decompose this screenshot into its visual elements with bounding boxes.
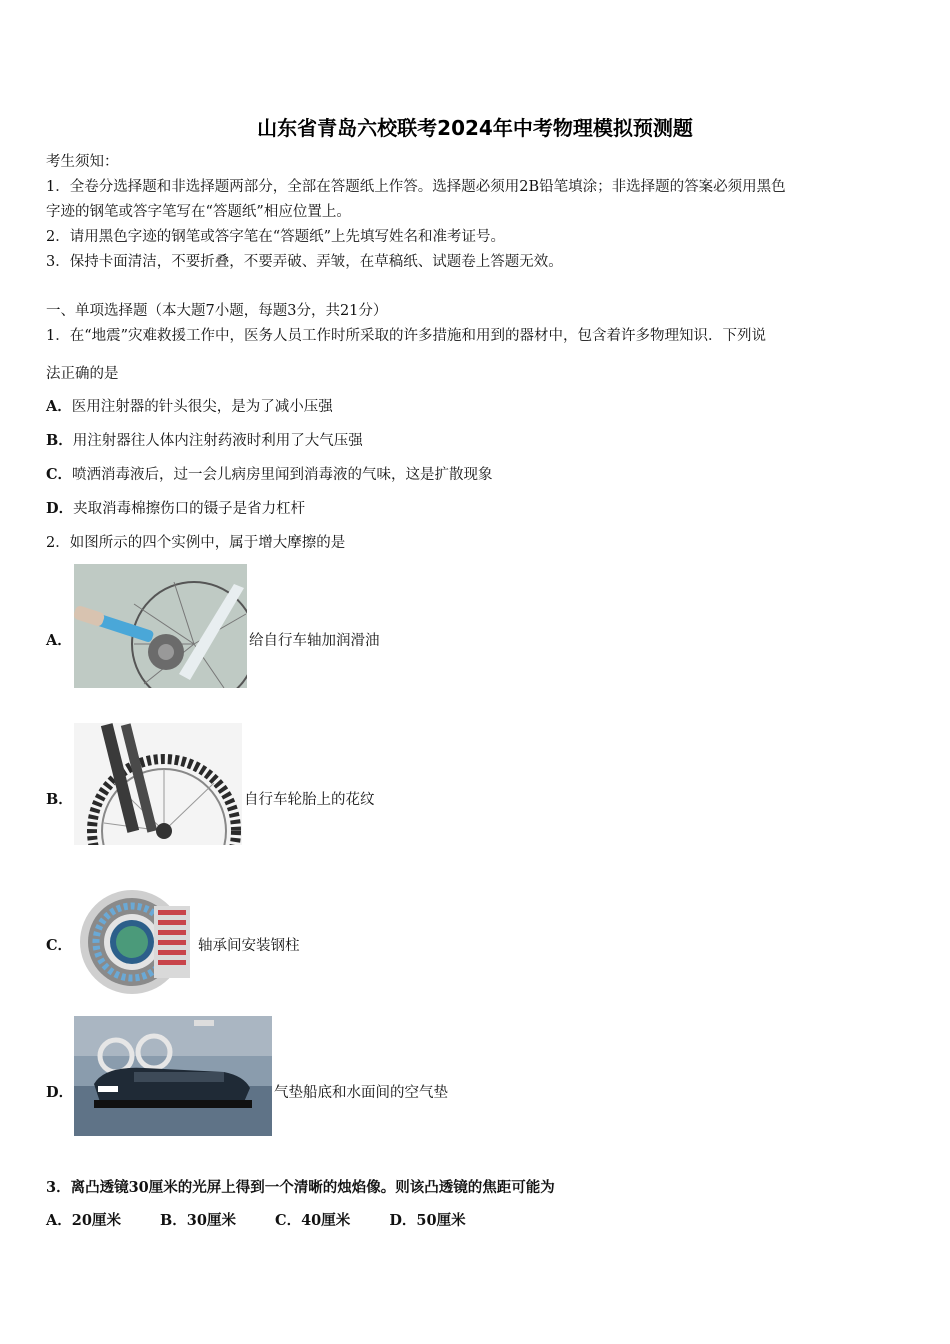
q2-option-b-text: 自行车轮胎上的花纹 [244,792,375,808]
page-title: 山东省青岛六校联考2024年中考物理模拟预测题 [257,116,693,140]
q2-option-a-text: 给自行车轴加润滑油 [249,633,380,649]
notice-item-1: 1．全卷分选择题和非选择题两部分，全部在答题纸上作答。选择题必须用2B铅笔填涂；非选择题的答案必须用黑色 [46,179,786,195]
notice-item-2: 2．请用黑色字迹的钢笔或答字笔在“答题纸”上先填写姓名和准考证号。 [46,229,506,245]
q3-option-d: D．50厘米 [389,1212,466,1229]
section-heading: 一、单项选择题（本大题7小题，每题3分，共21分） [46,303,388,319]
q1-option-c: C．喷洒消毒液后，过一会儿病房里闻到消毒液的气味，这是扩散现象 [46,466,493,483]
bearing-photo [76,886,196,998]
q3-options [46,1211,500,1231]
q2-option-b-letter: B． [46,791,73,808]
q1-stem: 1．在“地震”灾难救援工作中，医务人员工作时所采取的许多措施和用到的器材中，包含着许多物理知识．下列说 [46,328,767,344]
notice-heading: 考生须知： [46,154,119,170]
notice-item-3: 3．保持卡面清洁，不要折叠，不要弄破、弄皱，在草稿纸、试题卷上答题无效。 [46,254,563,270]
q1-option-b: B．用注射器往人体内注射药液时利用了大气压强 [46,432,363,449]
q1-stem-cont: 法正确的是 [46,366,119,382]
q3-option-b: B．30厘米 [160,1212,236,1229]
hovercraft-photo [74,1016,272,1136]
q2-option-a-letter: A． [46,632,72,649]
q1-option-d: D．夹取消毒棉擦伤口的镊子是省力杠杆 [46,500,306,517]
q3-option-c: C．40厘米 [275,1212,351,1229]
q2-stem: 2．如图所示的四个实例中，属于增大摩擦的是 [46,535,346,551]
q3-option-a: A．20厘米 [46,1212,121,1229]
q2-option-d-text: 气垫船底和水面间的空气垫 [274,1085,448,1101]
q2-option-c-letter: C． [46,937,73,954]
q2-option-c-text: 轴承间安装钢柱 [198,938,300,954]
q2-option-d-letter: D． [46,1084,74,1101]
bicycle-lubricate-photo [74,564,247,688]
bicycle-tire-photo [74,723,242,845]
q1-option-a: A．医用注射器的针头很尖，是为了减小压强 [46,398,333,415]
q3-stem: 3．离凸透镜30厘米的光屏上得到一个清晰的烛焰像。则该凸透镜的焦距可能为 [46,1179,555,1196]
notice-item-1-cont: 字迹的钢笔或答字笔写在“答题纸”相应位置上。 [46,204,351,220]
